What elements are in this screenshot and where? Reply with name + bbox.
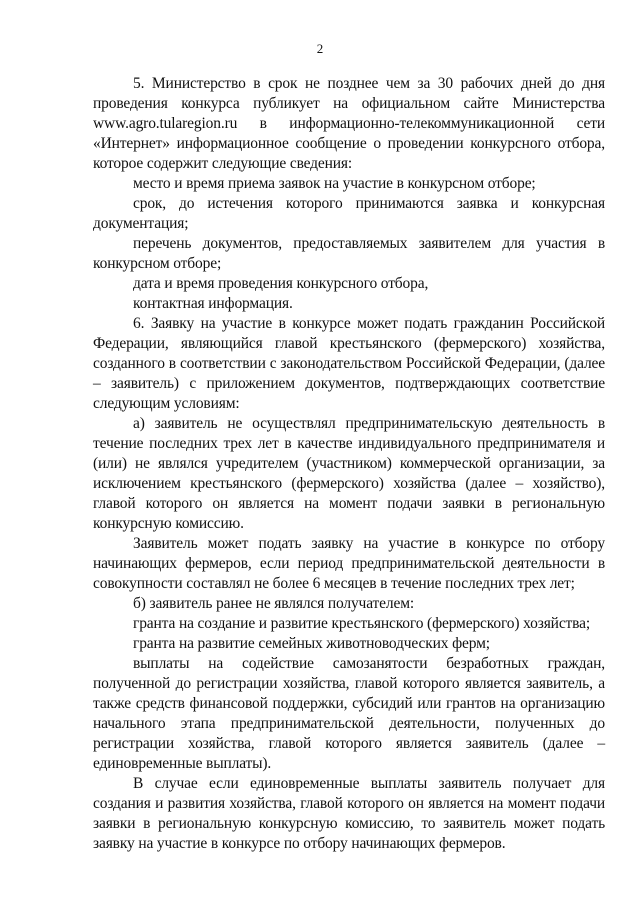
list-item-documents: перечень документов, предоставляемых заявителем для участия в конкурсном отборе; [93, 235, 605, 272]
list-item-deadline: срок, до истечения которого принимаются заявка и конкурсная документация; [93, 195, 605, 232]
list-item-date-time: дата и время проведения конкурсного отбора, [133, 275, 429, 292]
document-body [93, 74, 605, 854]
list-item-contacts: контактная информация. [133, 295, 293, 312]
list-item-grant-farm: гранта на создание и развитие крестьянского (фермерского) хозяйства; [133, 615, 591, 632]
list-item-place-time: место и время приема заявок на участие в конкурсном отборе; [133, 175, 536, 192]
page-number: 2 [316, 41, 324, 56]
paragraph-in-case: В случае если единовременные выплаты заявитель получает для создания и развития хозяйства, главой которого он является на момент подачи заявки в региональную конкурсную комиссию, то заявитель может подать заявку на участие в конкурсе по отбору начинающих фермеров. [93, 775, 605, 852]
paragraph-5: 5. Министерство в срок не позднее чем за 30 рабочих дней до дня проведения конкурса публикует на официальном сайте Министерства www.agro.tularegion.ru в информационно-телекоммуникационной сети «Интернет» информационное сообщение о проведении конкурсного отбора, которое содержит следующие сведения: [93, 75, 605, 172]
paragraph-6: 6. Заявку на участие в конкурсе может подать гражданин Российской Федерации, являющийся главой крестьянского (фермерского) хозяйства, созданного в соответствии с законодательством Российской Федерации, (далее – заявитель) с приложением документов, подтверждающих соответствие следующим условиям: [93, 315, 605, 412]
list-item-grant-family-farms: гранта на развитие семейных животноводческих ферм; [133, 635, 490, 652]
condition-a: а) заявитель не осуществлял предпринимательскую деятельность в течение последних трех лет в качестве индивидуального предпринимателя и (или) не являлся учредителем (участником) коммерческой организации, за исключением крестьянского (фермерского) хозяйства (далее – хозяйство), главой которого он является на момент подачи заявки в региональную конкурсную комиссию. [93, 415, 605, 532]
condition-b: б) заявитель ранее не являлся получателем: [133, 595, 415, 612]
paragraph-applicant-may-apply: Заявитель может подать заявку на участие в конкурсе по отбору начинающих фермеров, если период предпринимательской деятельности в совокупности составлял не более 6 месяцев в течение последних трех лет; [93, 535, 605, 592]
paragraph-one-time-payments: выплаты на содействие самозанятости безработных граждан, полученной до регистрации хозяйства, главой которого является заявитель, а также средств финансовой поддержки, субсидий или грантов на организацию начального этапа предпринимательской деятельности, полученных до регистрации хозяйства, главой которого является заявитель (далее – единовременные выплаты). [93, 655, 605, 772]
